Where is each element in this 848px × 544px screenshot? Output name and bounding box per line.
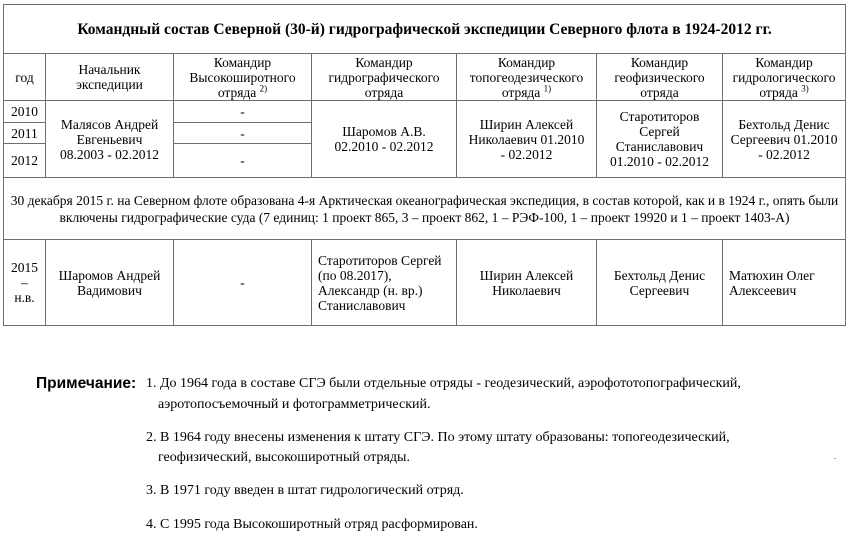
footnote-ref: 1) — [543, 83, 552, 93]
header-hydrographic: Командир гидрографического отряда — [312, 54, 457, 101]
note-row: 30 декабря 2015 г. на Северном флоте образована 4-я Арктическая океанографическая экспедиция, в состав которой, как и в 1924 г., опять были включены гидрографические суда (7 единиц: 1 проект 865, 3 – проект 862, 1 – РЭФ-100, 1 – проект 19920 и 1 – проект 1403-А) — [4, 178, 846, 240]
note-item: 1. До 1964 года в составе СГЭ были отдельные отряды - геодезический, аэрофототопографический, — [146, 376, 741, 391]
chief-cell: Шаромов Андрей Вадимович — [46, 240, 174, 326]
note-item: 4. С 1995 года Высокоширотный отряд расформирован. — [146, 517, 478, 532]
header-hydrological: Командир гидрологического отряда $^{3)}$ — [723, 54, 846, 101]
note-item: геофизический, высокоширотный отряды. — [158, 450, 410, 465]
hydrographic-cell: Старотиторов Сергей (по 08.2017), Александр (н. вр.) Станиславович — [312, 240, 457, 326]
year-cell: 2012 — [4, 144, 46, 178]
geophysical-cell: Старотиторов Сергей Станиславович 01.2010 - 02.2012 — [597, 101, 723, 178]
header-topogeodetic: Командир топогеодезического отряда $^{1)}$ — [457, 54, 597, 101]
high-lat-cell: - — [174, 101, 312, 123]
header-year: год — [4, 54, 46, 101]
high-lat-cell: - — [174, 144, 312, 178]
footnote-ref: 3) — [801, 83, 809, 93]
header-high-lat: Командир Высокоширотного отряда $^{2)}$ — [174, 54, 312, 101]
chief-cell: Малясов Андрей Евгеньевич 08.2003 - 02.2012 — [46, 101, 174, 178]
topogeodetic-cell: Ширин Алексей Николаевич 01.2010 - 02.2012 — [457, 101, 597, 178]
notes-label: Примечание: — [36, 375, 137, 392]
high-lat-cell: - — [174, 123, 312, 144]
topogeodetic-cell: Ширин Алексей Николаевич — [457, 240, 597, 326]
year-cell: 2010 — [4, 101, 46, 123]
geophysical-cell: Бехтольд Денис Сергеевич — [597, 240, 723, 326]
note-item: аэротопосъемочный и фотограмметрический. — [158, 397, 431, 412]
header-geophysical: Командир геофизического отряда — [597, 54, 723, 101]
hydrological-cell: Матюхин Олег Алексеевич — [723, 240, 846, 326]
footnote-ref: 2) — [259, 83, 268, 93]
hydrological-cell: Бехтольд Денис Сергеевич 01.2010 - 02.2012 — [723, 101, 846, 178]
year-cell: 2015 – н.в. — [4, 240, 46, 326]
stray-dot: . — [834, 452, 836, 461]
hydrographic-cell: Шаромов А.В. 02.2010 - 02.2012 — [312, 101, 457, 178]
note-item: 3. В 1971 году введен в штат гидрологический отряд. — [146, 483, 464, 498]
high-lat-cell: - — [174, 240, 312, 326]
note-item: 2. В 1964 году внесены изменения к штату СГЭ. По этому штату образованы: топогеодезический, — [146, 430, 730, 445]
table-title: Командный состав Северной (30-й) гидрографической экспедиции Северного флота в 1924-2012 гг. — [4, 5, 846, 54]
year-cell: 2011 — [4, 123, 46, 144]
command-staff-table — [3, 4, 846, 326]
header-chief: Начальник экспедиции — [46, 54, 174, 101]
